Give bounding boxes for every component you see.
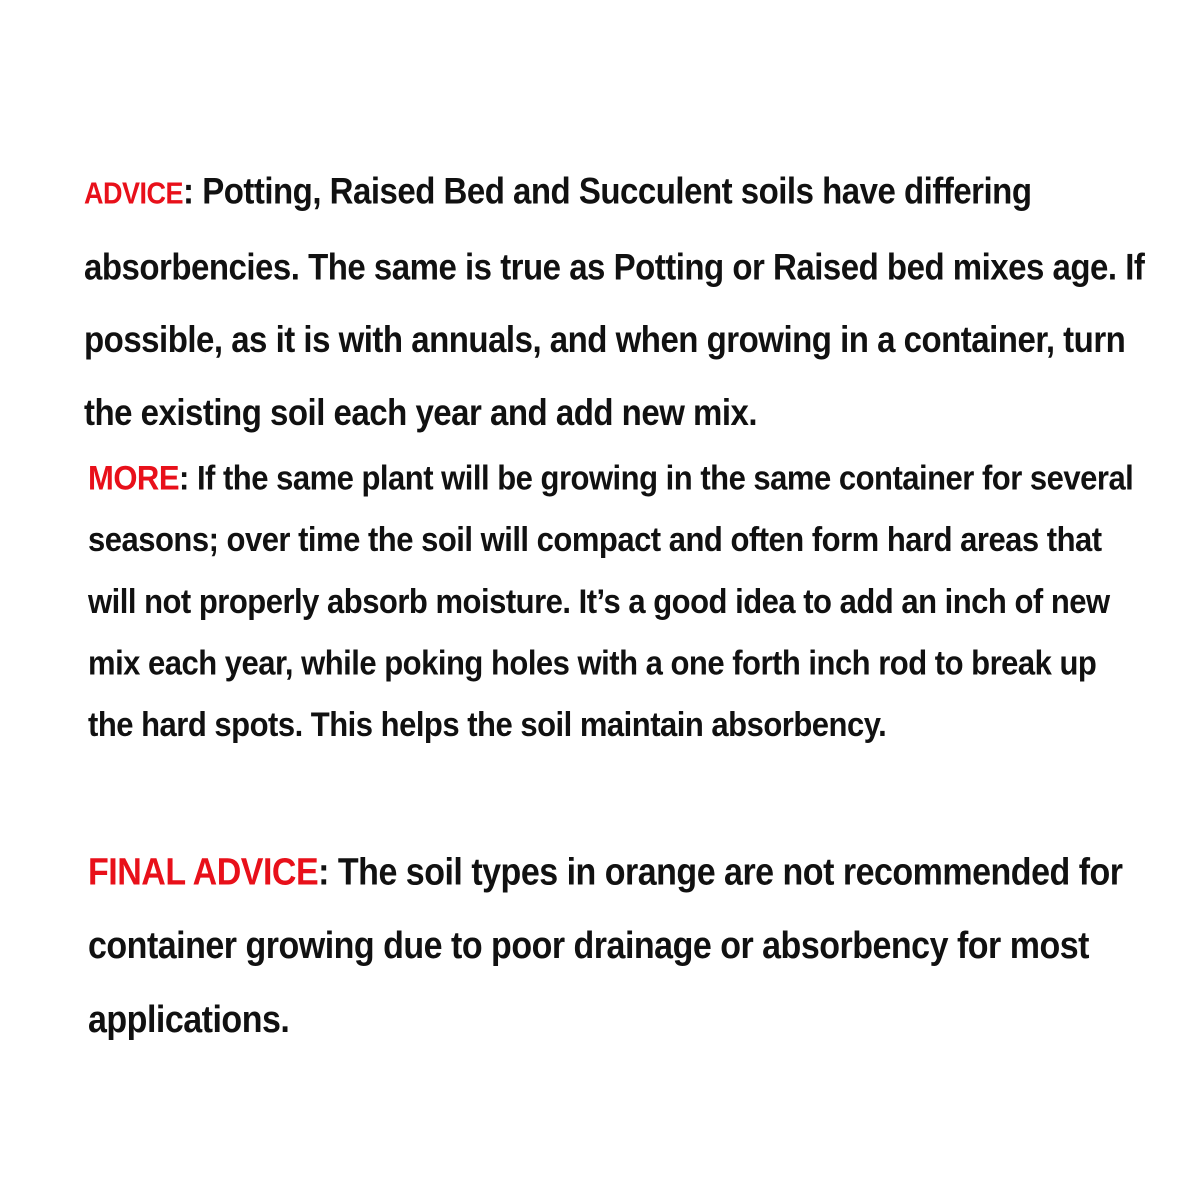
more-text: If the same plant will be growing in the same container for several seasons; over time the soil will compact and often form hard areas that will not properly absorb moisture. It’s a good idea to add an inch of new mix each year, while poking holes with a one forth inch rod to break up the hard spots. This helps the soil maintain absorbency. [88,458,1134,744]
advice-label: ADVICE [84,176,184,210]
final-advice-colon: : [318,850,338,894]
more-label: MORE [88,458,179,498]
more-colon: : [179,458,197,498]
advice-text: Potting, Raised Bed and Succulent soils have differing absorbencies. The same is true as Potting or Raised bed mixes age. If possible, as it is with annuals, and when growing in a container, turn the existing soil each year and add new mix. [84,169,1145,433]
final-advice-paragraph [88,835,1148,1057]
final-advice-text: The soil types in orange are not recommended for container growing due to poor drainage or absorbency for most applications. [88,850,1123,1042]
final-advice-label: FINAL ADVICE [88,850,319,894]
advice-paragraph [84,154,1154,449]
more-paragraph [88,447,1148,755]
advice-colon: : [183,169,203,212]
